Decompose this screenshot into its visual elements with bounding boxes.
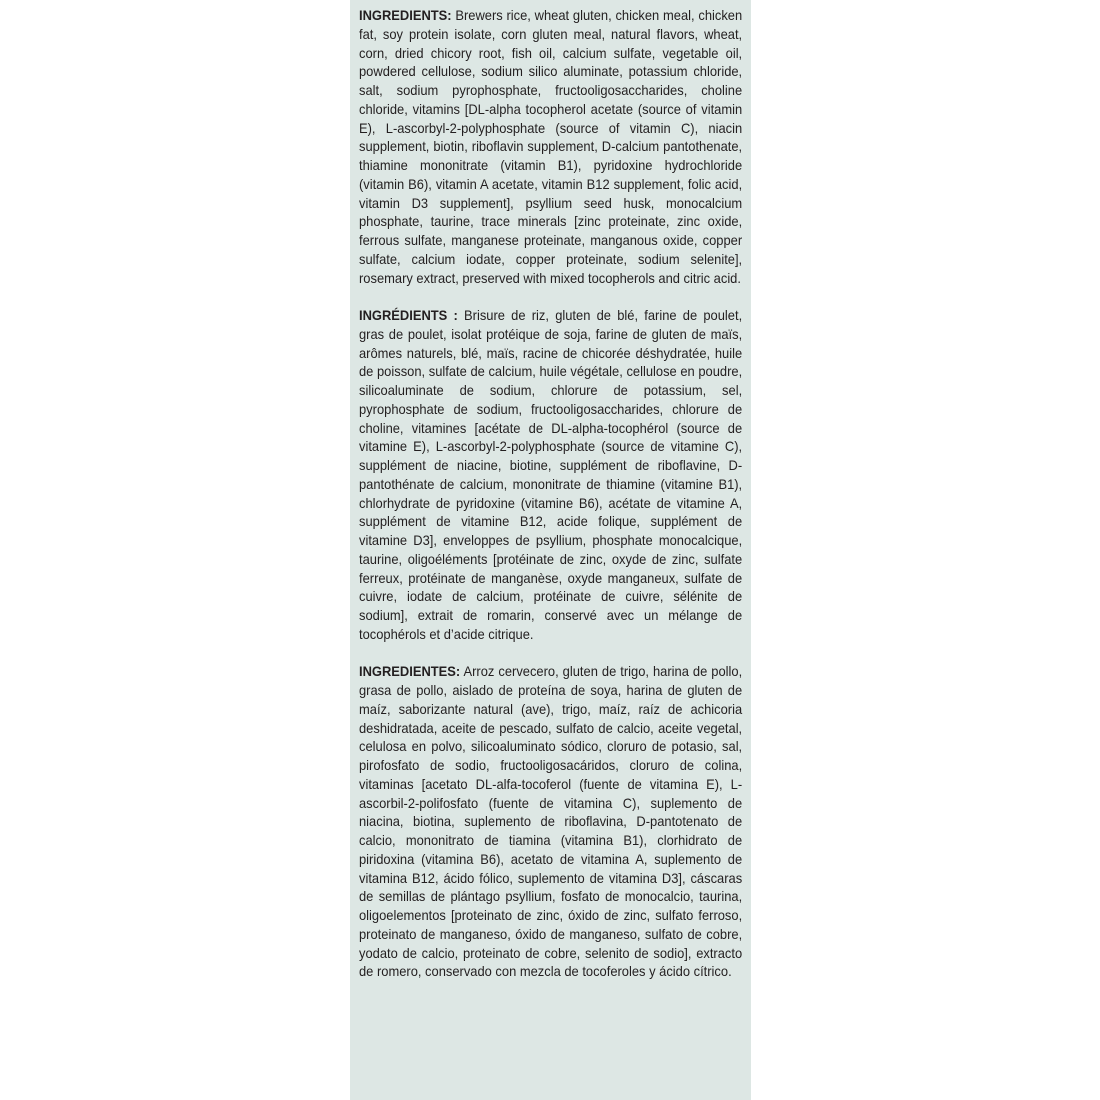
ingredients-spanish	[359, 662, 742, 981]
ingredients-french-text: Brisure de riz, gluten de blé, farine de poulet, gras de poulet, isolat protéique de soja, farine de gluten de maïs, arômes naturels, blé, maïs, racine de chicorée déshydratée, huile de poisson, sulfate de calcium, huile végétale, cellulose en poudre, silicoaluminate de sodium, chlorure de potassium, sel, pyrophosphate de sodium, fructooligosaccharides, chlorure de choline, vitamines [acétate de DL-alpha-tocophérol (source de vitamine E), L-ascorbyl-2-polyphosphate (source de vitamine C), supplément de niacine, biotine, supplément de riboflavine, D-pantothénate de calcium, mononitrate de thiamine (vitamine B1), chlorhydrate de pyridoxine (vitamine B6), acétate de vitamine A, supplément de vitamine B12, acide folique, supplément de vitamine D3], enveloppes de psyllium, phosphate monocalcique, taurine, oligoéléments [protéinate de zinc, oxyde de zinc, sulfate ferreux, protéinate de manganèse, oxyde manganeux, sulfate de cuivre, iodate de calcium, protéinate de cuivre, sélénite de sodium], extrait de romarin, conservé avec un mélange de tocophérols et d’acide citrique.	[359, 307, 743, 642]
ingredients-english-text: Brewers rice, wheat gluten, chicken meal, chicken fat, soy protein isolate, corn gluten meal, natural flavors, wheat, corn, dried chicory root, fish oil, calcium sulfate, vegetable oil, powdered cellulose, sodium silico aluminate, potassium chloride, salt, sodium pyrophosphate, fructooligosaccharides, choline chloride, vitamins [DL-alpha tocopherol acetate (source of vitamin E), L-ascorbyl-2-polyphosphate (source of vitamin C), niacin supplement, biotin, riboflavin supplement, D-calcium pantothenate, thiamine mononitrate (vitamin B1), pyridoxine hydrochloride (vitamin B6), vitamin A acetate, vitamin B12 supplement, folic acid, vitamin D3 supplement], psyllium seed husk, monocalcium phosphate, taurine, trace minerals [zinc proteinate, zinc oxide, ferrous sulfate, manganese proteinate, manganous oxide, copper sulfate, calcium iodate, copper proteinate, sodium selenite], rosemary extract, preserved with mixed tocopherols and citric acid.	[359, 7, 743, 286]
ingredients-spanish-heading: INGREDIENTES:	[359, 663, 461, 680]
ingredients-english	[359, 6, 742, 287]
ingredients-english-heading: INGREDIENTS:	[359, 7, 452, 23]
ingredients-french-heading: INGRÉDIENTS :	[359, 307, 458, 323]
ingredients-french	[359, 306, 742, 644]
ingredients-spanish-text: Arroz cervecero, gluten de trigo, harina de pollo, grasa de pollo, aislado de proteína de soya, harina de gluten de maíz, saborizante natural (ave), trigo, maíz, raíz de achicoria deshidratada, aceite de pescado, sulfato de calcio, aceite vegetal, celulosa en polvo, silicoaluminato sódico, cloruro de potasio, sal, pirofosfato de sodio, fructooligosacáridos, cloruro de colina, vitaminas [acetato DL-alfa-tocoferol (fuente de vitamina E), L-ascorbil-2-polifosfato (fuente de vitamina C), suplemento de niacina, biotina, suplemento de riboflavina, D-pantotenato de calcio, mononitrato de tiamina (vitamina B1), clorhidrato de piridoxina (vitamina B6), acetato de vitamina A, suplemento de vitamina B12, ácido fólico, suplemento de vitamina D3], cáscaras de semillas de plántago psyllium, fosfato de monocalcio, taurina, oligoelementos [proteinato de zinc, óxido de zinc, sulfato ferroso, proteinato de manganeso, óxido de manganeso, sulfato de cobre, yodato de calcio, proteinato de cobre, selenito de sodio], extracto de romero, conservado con mezcla de tocoferoles y ácido cítrico.	[359, 663, 743, 980]
ingredients-label-panel	[350, 0, 751, 1100]
